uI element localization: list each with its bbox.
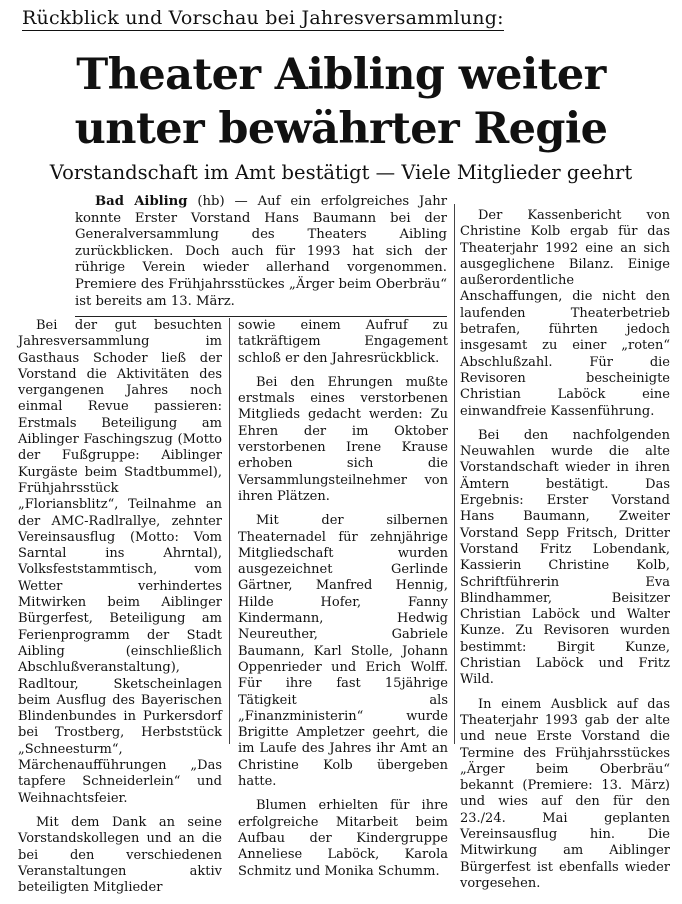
paragraph: Mit der silbernen Theaternadel für zehnjährige Mitgliedschaft wurden ausgezeichnet Gerlinde Gärtner, Manfred Hennig, Hilde Hofer, Fanny Kindermann, Hedwig Neureuther, Gabriele Baumann, Karl Stolle, Johann Oppenrieder und Erich Wolff. Für ihre fast 15jährige Tätigkeit als „Finanzministerin“ wurde Brigitte Ampletzer geehrt, die im Laufe des Jahres ihr Amt an Christine Kolb übergeben hatte.	[238, 513, 448, 790]
article-column-3	[460, 208, 670, 900]
headline-line-2: unter bewährter Regie	[74, 104, 608, 154]
paragraph: In einem Ausblick auf das Theaterjahr 1993 gab der alte und neue Erste Vorstand die Termine des Frühjahrsstückes „Ärger beim Oberbräu“ bekannt (Premiere: 13. März) und wies auf den für den 23./24. Mai geplanten Vereinsausflug hin. Die Mitwirkung am Aiblinger Bürgerfest ist ebenfalls wieder vorgesehen.	[460, 696, 670, 891]
article-column-2	[238, 318, 448, 888]
paragraph: Bei den nachfolgenden Neuwahlen wurde die alte Vorstandschaft wieder in ihren Ämtern bestätigt. Das Ergebnis: Erster Vorstand Hans Baumann, Zweiter Vorstand Sepp Fritsch, Dritter Vorstand Fritz Lobendank, Kassierin Christine Kolb, Schriftführerin Eva Blindhammer, Beisitzer Christian Laböck und Walter Kunze. Zu Revisoren wurden bestimmt: Birgit Kunze, Christian Laböck und Fritz Wild.	[460, 427, 670, 688]
article-column-1	[18, 318, 222, 904]
paragraph: sowie einem Aufruf zu tatkräftigem Engagement schloß er den Jahresrückblick.	[238, 318, 448, 366]
paragraph: Bei den Ehrungen mußte erstmals eines verstorbenen Mitglieds gedacht werden: Zu Ehren der im Oktober verstorbenen Irene Krause erhoben sich die Versammlungsteilnehmer von ihren Plätzen.	[238, 374, 448, 504]
paragraph: Der Kassenbericht von Christine Kolb ergab für das Theaterjahr 1992 eine an sich ausgeglichene Bilanz. Einige außerordentliche Anschaffungen, die nicht den laufenden Theaterbetrieb betrafen, führten jedoch insgesamt zu einer „roten“ Abschlußzahl. Für die Revisoren bescheinigte Christian Laböck eine einwandfreie Kassenführung.	[460, 208, 670, 419]
kicker-line: Rückblick und Vorschau bei Jahresversammlung:	[22, 7, 504, 29]
lead-text: (hb) — Auf ein erfolgreiches Jahr konnte Erster Vorstand Hans Baumann bei der Generalversammlung des Theaters Aibling zurückblicken. Doch auch für 1993 hat sich der rührige Verein wieder allerhand vorgenommen. Premiere des Frühjahrsstückes „Ärger beim Oberbräu“ ist bereits am 13. März.	[75, 194, 447, 309]
lead-place: Bad Aibling	[95, 194, 188, 209]
column-rule	[454, 204, 455, 744]
lead-paragraph	[75, 194, 447, 317]
headline-line-1: Theater Aibling weiter	[76, 50, 606, 100]
subheadline: Vorstandschaft im Amt bestätigt — Viele Mitglieder geehrt	[49, 161, 633, 184]
paragraph: Bei der gut besuchten Jahresversammlung im Gasthaus Schoder ließ der Vorstand die Aktivitäten des vergangenen Jahres noch einmal Revue passieren: Erstmals Beteiligung am Aiblinger Faschingszug (Motto der Fußgruppe: Aiblinger Kurgäste beim Stadtbummel), Frühjahrsstück „Floriansblitz“, Teilnahme an der AMC-Radlrallye, zehnter Vereinsausflug (Motto: Vom Sarntal ins Ahrntal), Volksfeststammtisch, vom Wetter verhindertes Mitwirken beim Aiblinger Bürgerfest, Beteiligung am Ferienprogramm der Stadt Aibling (einschließlich Abschlußveranstaltung), Radltour, Sketscheinlagen beim Ausflug des Bayerischen Blindenbundes in Purkersdorf bei Trostberg, Herbststück „Schneesturm“, Märchenaufführungen „Das tapfere Schneiderlein“ und Weihnachtsfeier.	[18, 318, 222, 806]
column-rule	[229, 318, 230, 744]
paragraph: Blumen erhielten für ihre erfolgreiche Mitarbeit beim Aufbau der Kindergruppe Anneliese Laböck, Karola Schmitz und Monika Schumm.	[238, 798, 448, 879]
paragraph: Mit dem Dank an seine Vorstandskollegen und an die bei den verschiedenen Veranstaltungen aktiv beteiligten Mitglieder	[18, 814, 222, 896]
